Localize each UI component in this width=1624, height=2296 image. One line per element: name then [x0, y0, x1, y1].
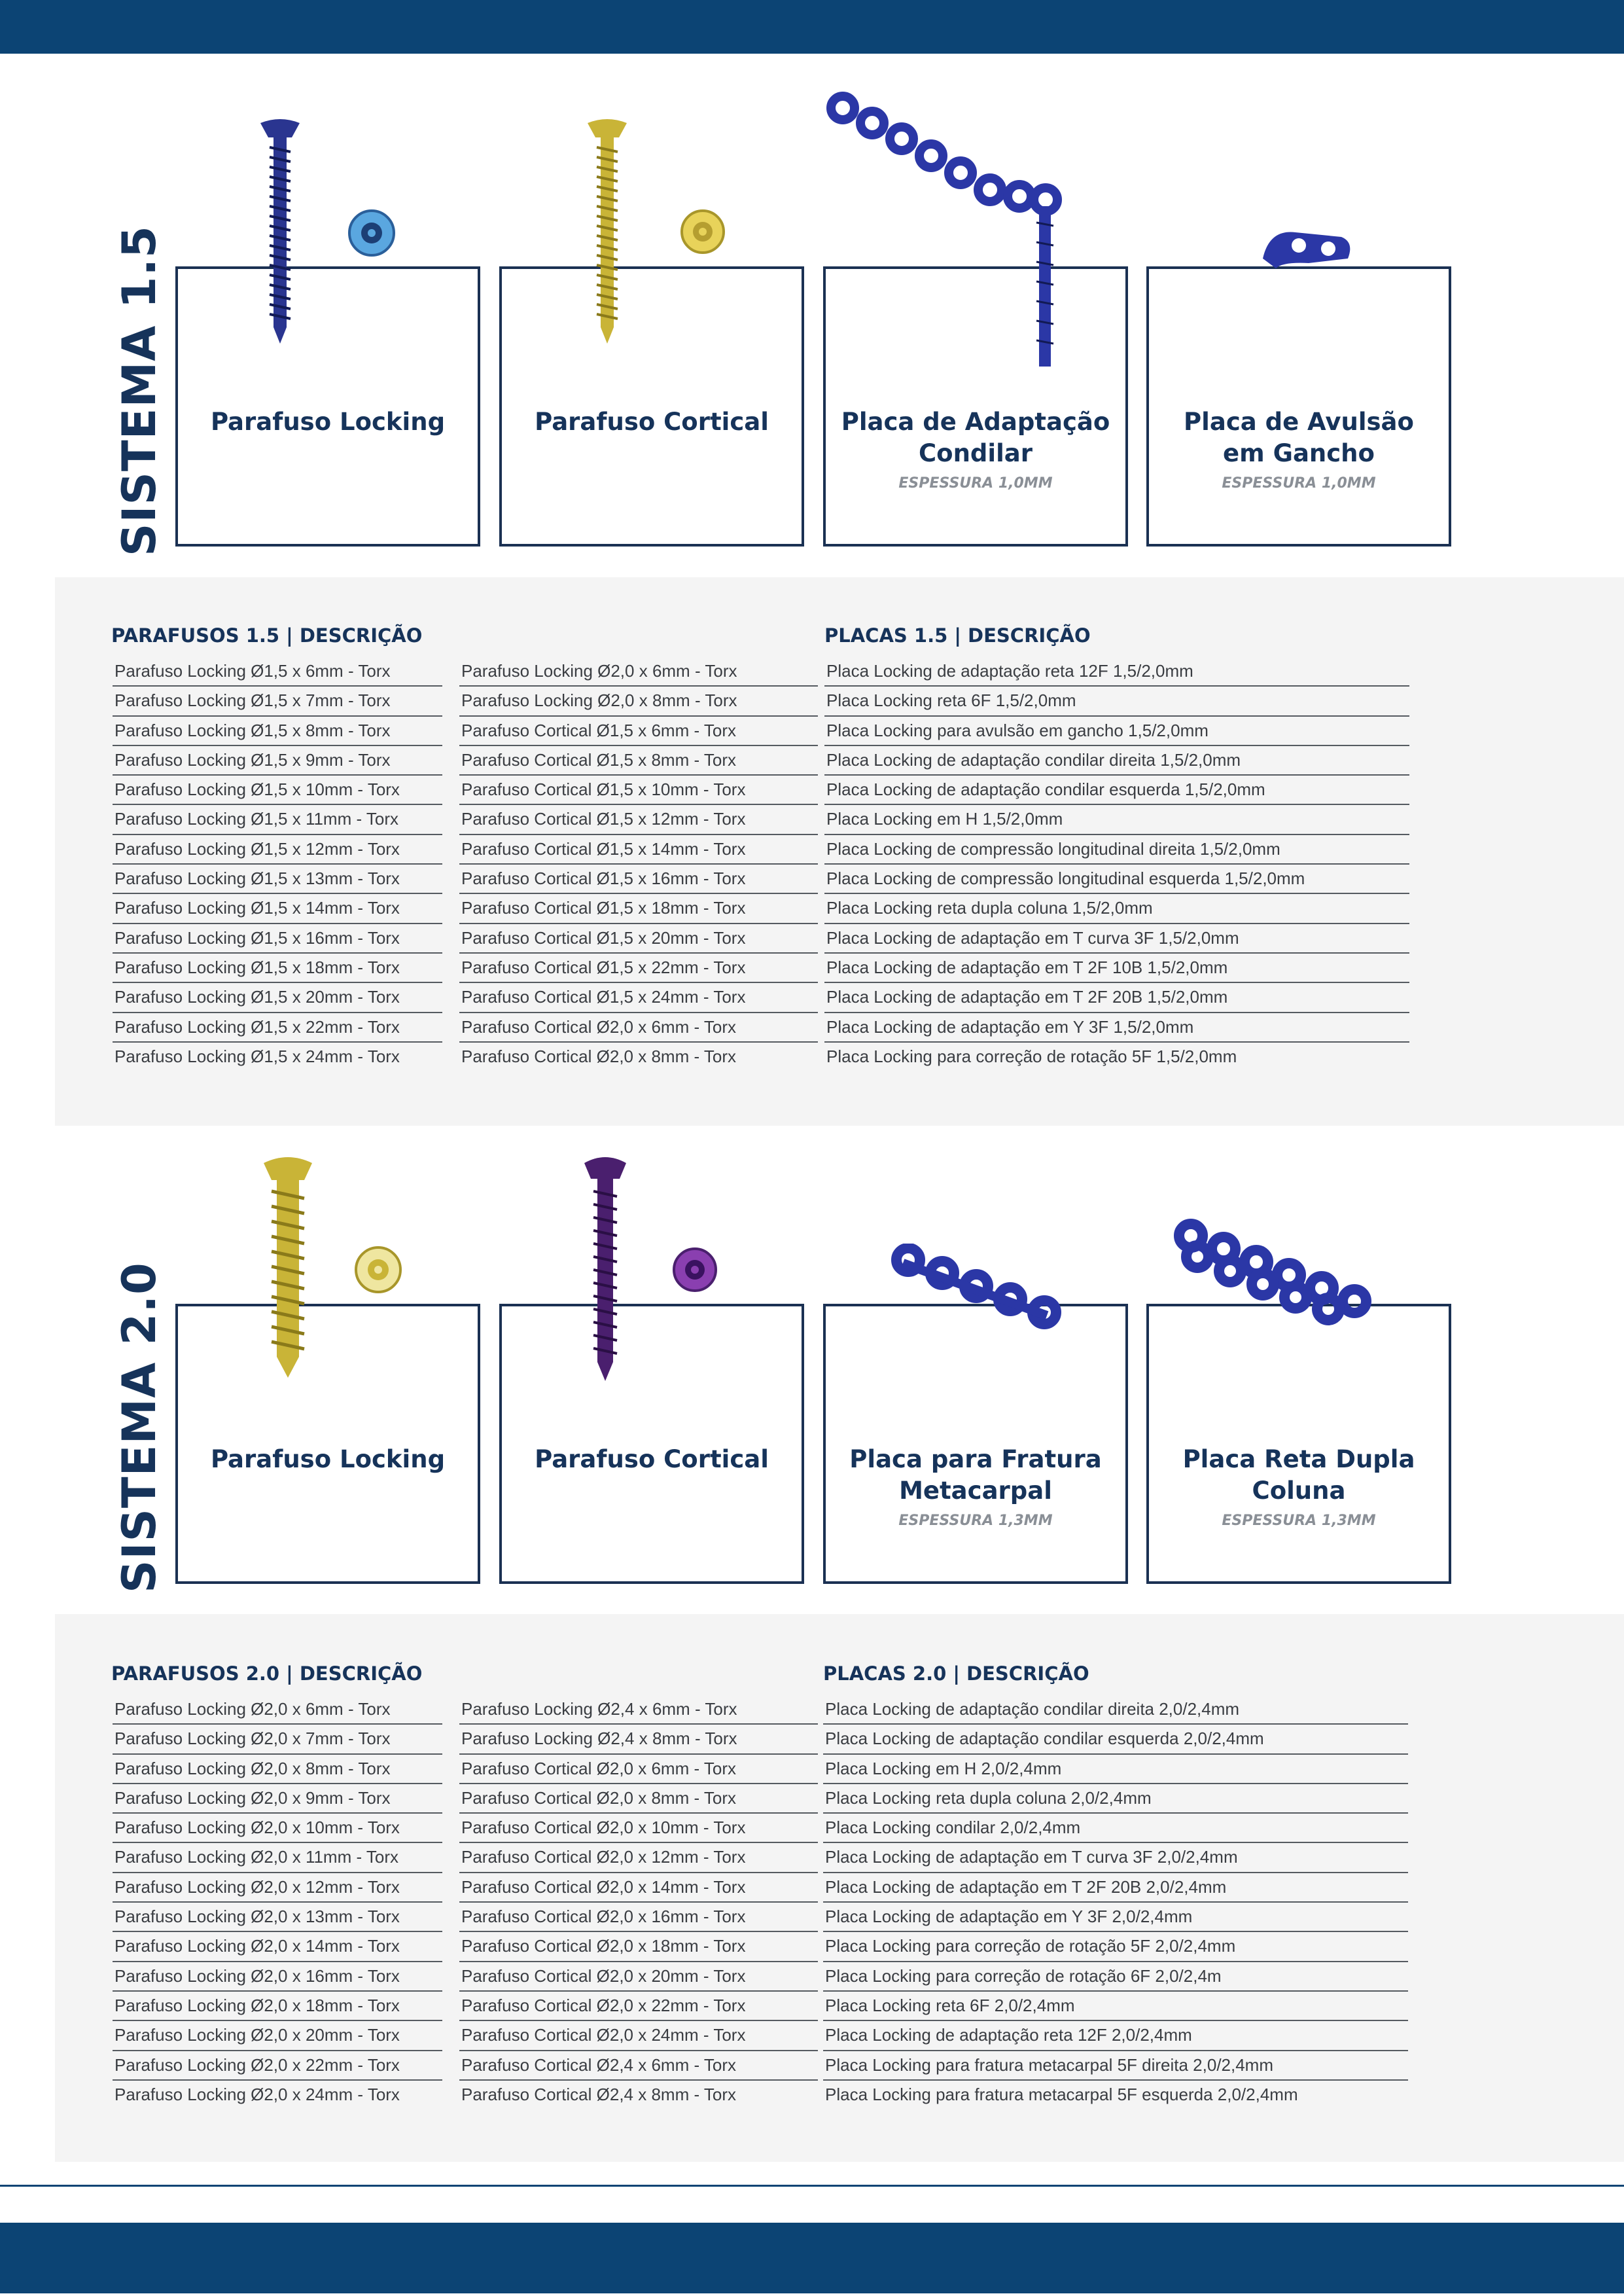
list-item: Parafuso Locking Ø1,5 x 6mm - Torx	[113, 657, 442, 687]
plates-1-5-list	[824, 657, 1409, 1072]
list-item: Parafuso Cortical Ø1,5 x 12mm - Torx	[459, 805, 818, 834]
list-item: Parafuso Locking Ø1,5 x 7mm - Torx	[113, 687, 442, 716]
list-item: Parafuso Locking Ø2,0 x 24mm - Torx	[115, 2084, 400, 2104]
screws-1-5-list-col2	[459, 657, 818, 1072]
list-item: Parafuso Cortical Ø1,5 x 6mm - Torx	[459, 717, 818, 746]
list-item: Parafuso Cortical Ø2,0 x 8mm - Torx	[459, 1784, 818, 1814]
list-item: Placa Locking de adaptação reta 12F 1,5/2,0mm	[824, 657, 1409, 687]
list-item: Parafuso Cortical Ø1,5 x 20mm - Torx	[459, 924, 818, 954]
list-item: Placa Locking de adaptação em T curva 3F 2,0/2,4mm	[823, 1843, 1408, 1873]
list-item: Parafuso Cortical Ø2,0 x 22mm - Torx	[459, 1992, 818, 2021]
list-item: Parafuso Cortical Ø2,4 x 6mm - Torx	[459, 2051, 818, 2081]
list-item: Parafuso Locking Ø2,0 x 20mm - Torx	[113, 2021, 442, 2051]
list-item: Parafuso Locking Ø2,4 x 6mm - Torx	[459, 1695, 818, 1725]
list-item: Placa Locking para fratura metacarpal 5F esquerda 2,0/2,4mm	[825, 2084, 1298, 2104]
list-item: Parafuso Cortical Ø2,0 x 20mm - Torx	[459, 1962, 818, 1992]
locking-screw-head-icon	[353, 1245, 403, 1295]
screws-1-5-header: PARAFUSOS 1.5 | DESCRIÇÃO	[111, 624, 423, 647]
list-item: Parafuso Cortical Ø2,0 x 24mm - Torx	[459, 2021, 818, 2051]
list-item: Placa Locking para correção de rotação 5F 2,0/2,4mm	[823, 1932, 1408, 1962]
double-column-plate-icon	[1171, 1217, 1387, 1329]
list-item: Placa Locking de adaptação em T 2F 20B 1,5/2,0mm	[824, 983, 1409, 1013]
list-item: Placa Locking reta dupla coluna 2,0/2,4mm	[823, 1784, 1408, 1814]
list-item: Parafuso Locking Ø1,5 x 18mm - Torx	[113, 954, 442, 983]
product-card-hook-plate-1-5	[1146, 266, 1451, 547]
product-title: Placa de Adaptação	[841, 408, 1110, 436]
list-item: Parafuso Locking Ø2,0 x 8mm - Torx	[459, 687, 818, 716]
list-item: Parafuso Cortical Ø2,0 x 6mm - Torx	[459, 1013, 818, 1043]
list-item: Placa Locking de adaptação condilar esquerda 1,5/2,0mm	[824, 776, 1409, 805]
screws-1-5-list-col1	[113, 657, 442, 1072]
list-item: Placa Locking para correção de rotação 6F 2,0/2,4m	[823, 1962, 1408, 1992]
list-item: Placa Locking de compressão longitudinal esquerda 1,5/2,0mm	[824, 865, 1409, 894]
plates-2-0-header: PLACAS 2.0 | DESCRIÇÃO	[823, 1662, 1089, 1685]
system-1-5-title: SISTEMA 1.5	[113, 225, 166, 556]
list-item: Placa Locking em H 1,5/2,0mm	[824, 805, 1409, 834]
list-item: Parafuso Cortical Ø2,0 x 10mm - Torx	[459, 1814, 818, 1843]
cortical-screw-head-icon	[679, 208, 726, 255]
list-item: Placa Locking de adaptação em T curva 3F 1,5/2,0mm	[824, 924, 1409, 954]
product-thickness: ESPESSURA 1,0MM	[898, 475, 1053, 492]
condylar-plate-icon	[823, 92, 1085, 380]
product-title: Placa Reta Dupla	[1182, 1445, 1415, 1473]
screws-2-0-list-col2	[459, 1695, 818, 2110]
list-item: Parafuso Locking Ø1,5 x 24mm - Torx	[115, 1046, 400, 1066]
locking-screw-icon	[254, 118, 306, 347]
list-item: Parafuso Locking Ø2,0 x 6mm - Torx	[459, 657, 818, 687]
product-title: Parafuso Cortical	[535, 408, 769, 436]
list-item: Placa Locking em H 2,0/2,4mm	[823, 1755, 1408, 1784]
hook-plate-icon	[1256, 223, 1361, 275]
list-item: Placa Locking para fratura metacarpal 5F direita 2,0/2,4mm	[823, 2051, 1408, 2081]
list-item: Parafuso Locking Ø2,0 x 9mm - Torx	[113, 1784, 442, 1814]
list-item: Parafuso Locking Ø1,5 x 11mm - Torx	[113, 805, 442, 834]
product-title-line2: Condilar	[919, 439, 1033, 467]
product-title: Parafuso Cortical	[535, 1445, 769, 1473]
list-item: Parafuso Cortical Ø1,5 x 24mm - Torx	[459, 983, 818, 1013]
list-item: Parafuso Cortical Ø1,5 x 10mm - Torx	[459, 776, 818, 805]
list-item: Parafuso Locking Ø2,4 x 8mm - Torx	[459, 1725, 818, 1754]
locking-screw-icon	[258, 1155, 317, 1384]
list-item: Parafuso Locking Ø2,0 x 13mm - Torx	[113, 1903, 442, 1932]
product-card-double-column-plate-2-0	[1146, 1304, 1451, 1584]
top-banner	[0, 0, 1624, 54]
list-item: Parafuso Cortical Ø2,0 x 14mm - Torx	[459, 1873, 818, 1903]
list-item: Parafuso Locking Ø2,0 x 22mm - Torx	[113, 2051, 442, 2081]
list-item: Parafuso Locking Ø2,0 x 14mm - Torx	[113, 1932, 442, 1962]
list-item: Parafuso Locking Ø2,0 x 7mm - Torx	[113, 1725, 442, 1754]
list-item: Parafuso Cortical Ø2,4 x 8mm - Torx	[461, 2084, 736, 2104]
list-item: Parafuso Cortical Ø2,0 x 8mm - Torx	[461, 1046, 736, 1066]
list-item: Parafuso Cortical Ø1,5 x 14mm - Torx	[459, 835, 818, 865]
cortical-screw-icon	[579, 1155, 631, 1384]
list-item: Parafuso Cortical Ø1,5 x 8mm - Torx	[459, 746, 818, 776]
product-thickness: ESPESSURA 1,3MM	[898, 1513, 1053, 1529]
plates-2-0-list	[823, 1695, 1408, 2110]
product-card-locking-screw-1-5	[175, 266, 480, 547]
cortical-screw-icon	[581, 118, 633, 347]
list-item: Placa Locking de adaptação reta 12F 2,0/2,4mm	[823, 2021, 1408, 2051]
product-thickness: ESPESSURA 1,3MM	[1222, 1513, 1376, 1529]
footer-divider	[0, 2185, 1624, 2187]
list-item: Placa Locking de adaptação condilar direita 1,5/2,0mm	[824, 746, 1409, 776]
list-item: Placa Locking de adaptação em T 2F 20B 2,0/2,4mm	[823, 1873, 1408, 1903]
list-item: Parafuso Locking Ø1,5 x 10mm - Torx	[113, 776, 442, 805]
product-title: Placa para Fratura	[849, 1445, 1102, 1473]
list-item: Parafuso Cortical Ø2,0 x 12mm - Torx	[459, 1843, 818, 1873]
system-2-0-description-panel	[55, 1614, 1624, 2162]
bottom-banner	[0, 2223, 1624, 2293]
list-item: Parafuso Cortical Ø2,0 x 18mm - Torx	[459, 1932, 818, 1962]
system-2-0-title: SISTEMA 2.0	[113, 1262, 166, 1593]
locking-screw-head-icon	[347, 208, 397, 258]
screws-2-0-list-col1	[113, 1695, 442, 2110]
list-item: Placa Locking de adaptação condilar esquerda 2,0/2,4mm	[823, 1725, 1408, 1754]
list-item: Placa Locking condilar 2,0/2,4mm	[823, 1814, 1408, 1843]
list-item: Placa Locking de adaptação condilar direita 2,0/2,4mm	[823, 1695, 1408, 1725]
list-item: Parafuso Locking Ø2,0 x 11mm - Torx	[113, 1843, 442, 1873]
list-item: Parafuso Cortical Ø1,5 x 18mm - Torx	[459, 894, 818, 924]
product-thickness: ESPESSURA 1,0MM	[1222, 475, 1376, 492]
list-item: Parafuso Locking Ø1,5 x 9mm - Torx	[113, 746, 442, 776]
list-item: Parafuso Locking Ø2,0 x 16mm - Torx	[113, 1962, 442, 1992]
product-title-line2: em Gancho	[1223, 439, 1375, 467]
list-item: Parafuso Locking Ø1,5 x 20mm - Torx	[113, 983, 442, 1013]
product-title: Parafuso Locking	[210, 408, 446, 436]
list-item: Parafuso Locking Ø1,5 x 13mm - Torx	[113, 865, 442, 894]
list-item: Placa Locking de adaptação em Y 3F 2,0/2,4mm	[823, 1903, 1408, 1932]
list-item: Parafuso Locking Ø2,0 x 12mm - Torx	[113, 1873, 442, 1903]
list-item: Placa Locking para avulsão em gancho 1,5/2,0mm	[824, 717, 1409, 746]
list-item: Parafuso Locking Ø1,5 x 16mm - Torx	[113, 924, 442, 954]
list-item: Parafuso Cortical Ø1,5 x 22mm - Torx	[459, 954, 818, 983]
list-item: Placa Locking reta dupla coluna 1,5/2,0mm	[824, 894, 1409, 924]
list-item: Parafuso Locking Ø2,0 x 6mm - Torx	[113, 1695, 442, 1725]
product-title-line2: Metacarpal	[899, 1477, 1052, 1505]
list-item: Placa Locking de compressão longitudinal direita 1,5/2,0mm	[824, 835, 1409, 865]
list-item: Parafuso Locking Ø1,5 x 12mm - Torx	[113, 835, 442, 865]
list-item: Parafuso Cortical Ø1,5 x 16mm - Torx	[459, 865, 818, 894]
product-title: Placa de Avulsão	[1184, 408, 1414, 436]
list-item: Placa Locking para correção de rotação 5F 1,5/2,0mm	[826, 1046, 1237, 1066]
product-card-metacarpal-plate-2-0	[823, 1304, 1128, 1584]
screws-2-0-header: PARAFUSOS 2.0 | DESCRIÇÃO	[111, 1662, 423, 1685]
list-item: Placa Locking reta 6F 1,5/2,0mm	[824, 687, 1409, 716]
list-item: Parafuso Cortical Ø2,0 x 6mm - Torx	[459, 1755, 818, 1784]
product-title: Parafuso Locking	[210, 1445, 446, 1473]
list-item: Parafuso Locking Ø2,0 x 18mm - Torx	[113, 1992, 442, 2021]
cortical-screw-head-icon	[671, 1246, 718, 1293]
list-item: Parafuso Locking Ø2,0 x 10mm - Torx	[113, 1814, 442, 1843]
product-card-cortical-screw-2-0	[499, 1304, 804, 1584]
list-item: Parafuso Locking Ø1,5 x 22mm - Torx	[113, 1013, 442, 1043]
list-item: Parafuso Locking Ø1,5 x 8mm - Torx	[113, 717, 442, 746]
list-item: Placa Locking de adaptação em T 2F 10B 1,5/2,0mm	[824, 954, 1409, 983]
metacarpal-plate-icon	[890, 1244, 1073, 1335]
product-card-cortical-screw-1-5	[499, 266, 804, 547]
product-title-line2: Coluna	[1252, 1477, 1346, 1505]
product-card-locking-screw-2-0	[175, 1304, 480, 1584]
system-1-5-description-panel	[55, 577, 1624, 1126]
list-item: Parafuso Cortical Ø2,0 x 16mm - Torx	[459, 1903, 818, 1932]
list-item: Placa Locking de adaptação em Y 3F 1,5/2,0mm	[824, 1013, 1409, 1043]
list-item: Parafuso Locking Ø2,0 x 8mm - Torx	[113, 1755, 442, 1784]
list-item: Parafuso Locking Ø1,5 x 14mm - Torx	[113, 894, 442, 924]
list-item: Placa Locking reta 6F 2,0/2,4mm	[823, 1992, 1408, 2021]
plates-1-5-header: PLACAS 1.5 | DESCRIÇÃO	[824, 624, 1091, 647]
